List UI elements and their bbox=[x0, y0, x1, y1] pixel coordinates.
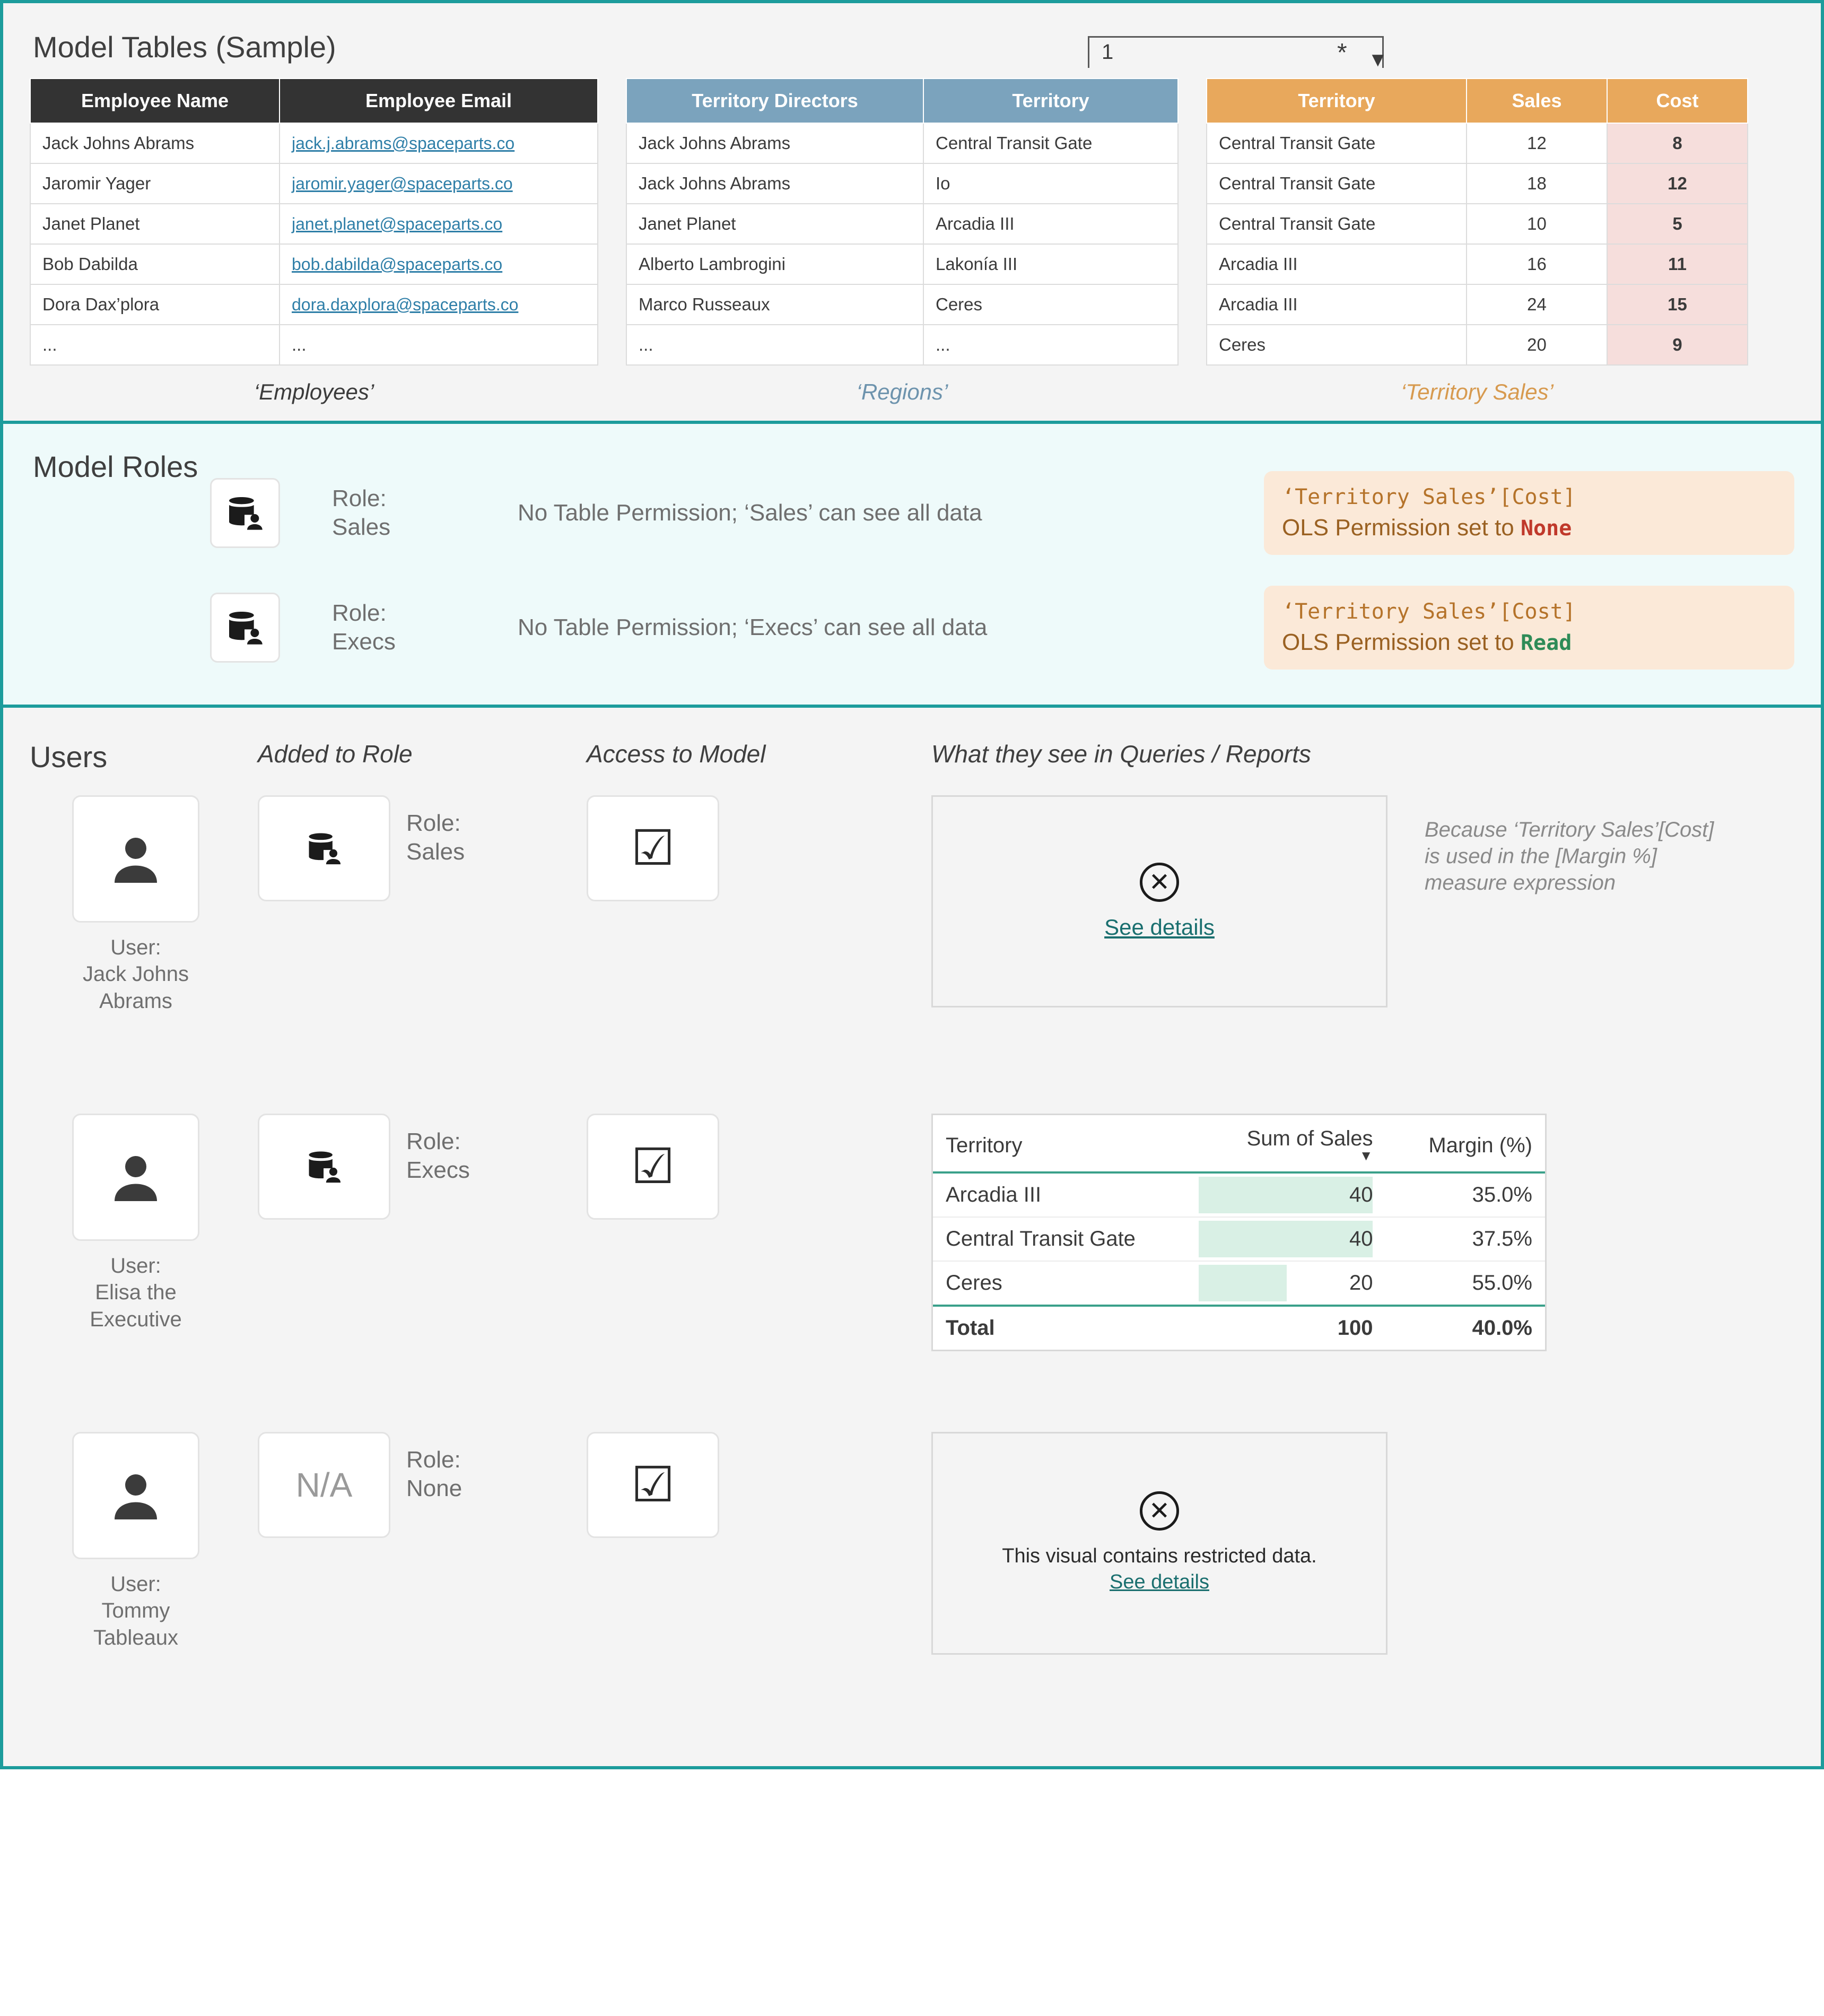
employee-email-link[interactable]: janet.planet@spaceparts.co bbox=[292, 214, 503, 233]
error-visual-card bbox=[931, 795, 1387, 1007]
report-cell-territory: Arcadia III bbox=[933, 1172, 1199, 1217]
employees-table bbox=[30, 78, 598, 366]
table-row bbox=[30, 204, 598, 244]
employees-table-wrap bbox=[30, 78, 598, 405]
table-row bbox=[626, 244, 1178, 284]
column-header-employee-email: Employee Email bbox=[280, 79, 598, 123]
ols-permission-box-sales bbox=[1264, 471, 1794, 555]
cell-territory: Central Transit Gate bbox=[923, 123, 1178, 163]
cell-cost: 5 bbox=[1607, 204, 1748, 244]
error-x-icon: ✕ bbox=[1140, 863, 1179, 902]
user-cell bbox=[30, 795, 258, 1014]
role-row-sales bbox=[30, 463, 1794, 563]
table-row bbox=[1207, 244, 1748, 284]
table-header-row bbox=[626, 79, 1178, 123]
table-row bbox=[30, 163, 598, 204]
model-roles-title: Model Roles bbox=[33, 450, 198, 483]
report-cell-sales bbox=[1199, 1261, 1386, 1306]
what-they-see-cell bbox=[931, 1432, 1794, 1655]
access-checkbox[interactable] bbox=[587, 795, 719, 901]
cell-sales: 24 bbox=[1467, 284, 1607, 325]
report-table bbox=[933, 1115, 1545, 1350]
sales-value: 40 bbox=[1349, 1227, 1373, 1250]
cell-territory: ... bbox=[923, 325, 1178, 365]
no-role-box bbox=[258, 1432, 390, 1538]
cell-director: Marco Russeaux bbox=[626, 284, 923, 325]
table-row bbox=[30, 123, 598, 163]
table-row bbox=[30, 244, 598, 284]
sales-value: 40 bbox=[1349, 1183, 1373, 1206]
added-to-role-column-title: Added to Role bbox=[258, 740, 413, 768]
cell-cost: 8 bbox=[1607, 123, 1748, 163]
cell-employee-name: Jack Johns Abrams bbox=[30, 123, 280, 163]
error-x-icon: ✕ bbox=[1140, 1491, 1179, 1531]
table-row bbox=[1207, 325, 1748, 365]
users-section bbox=[3, 708, 1821, 1766]
user-row-tommy-tableaux bbox=[30, 1432, 1794, 1729]
cell-territory: Central Transit Gate bbox=[1207, 163, 1467, 204]
cell-director: Janet Planet bbox=[626, 204, 923, 244]
table-row bbox=[1207, 123, 1748, 163]
report-cell-territory: Central Transit Gate bbox=[933, 1217, 1199, 1261]
cell-territory: Central Transit Gate bbox=[1207, 123, 1467, 163]
access-to-model-cell bbox=[587, 1114, 931, 1220]
cell-employee-email: ... bbox=[280, 325, 598, 365]
role-label-line1: Role: bbox=[406, 1447, 461, 1473]
role-description-sales: No Table Permission; ‘Sales’ can see all data bbox=[518, 500, 982, 526]
user-row-elisa-the-executive bbox=[30, 1114, 1794, 1411]
restricted-message bbox=[995, 1543, 1324, 1596]
table-header-row bbox=[1207, 79, 1748, 123]
role-icon bbox=[210, 593, 280, 663]
model-tables-section bbox=[3, 3, 1821, 424]
role-label-line1: Role: bbox=[332, 485, 387, 512]
role-label bbox=[406, 809, 465, 866]
role-label-line2: Sales bbox=[406, 838, 465, 865]
cell-territory: Arcadia III bbox=[1207, 244, 1467, 284]
avatar bbox=[72, 1432, 199, 1559]
user-cell bbox=[30, 1114, 258, 1333]
role-name-execs bbox=[332, 599, 518, 656]
model-roles-section bbox=[3, 424, 1821, 708]
role-icon bbox=[258, 1114, 390, 1220]
relationship-arrow-icon: ▼ bbox=[1368, 49, 1388, 71]
report-cell-territory: Ceres bbox=[933, 1261, 1199, 1306]
sales-bar bbox=[1199, 1177, 1373, 1213]
report-column-header-margin[interactable]: Margin (%) bbox=[1385, 1115, 1545, 1172]
cell-employee-name: Bob Dabilda bbox=[30, 244, 280, 284]
report-row bbox=[933, 1217, 1545, 1261]
sales-bar bbox=[1199, 1221, 1373, 1257]
cell-employee-name: Jaromir Yager bbox=[30, 163, 280, 204]
report-total-label: Total bbox=[933, 1306, 1199, 1350]
employee-email-link[interactable]: dora.daxplora@spaceparts.co bbox=[292, 295, 519, 314]
role-label bbox=[406, 1127, 470, 1184]
model-tables-title: Model Tables (Sample) bbox=[33, 30, 336, 64]
sales-value: 20 bbox=[1349, 1271, 1373, 1294]
added-to-role-cell bbox=[258, 1432, 587, 1538]
user-caption-line3: Executive bbox=[90, 1307, 182, 1331]
role-label-line2: Execs bbox=[332, 629, 396, 655]
user-caption-line1: User: bbox=[110, 1572, 161, 1596]
users-header-row bbox=[30, 740, 1794, 774]
table-row bbox=[626, 204, 1178, 244]
report-total-sales: 100 bbox=[1199, 1306, 1386, 1350]
users-column-title: Users bbox=[30, 740, 108, 774]
report-cell-sales bbox=[1199, 1217, 1386, 1261]
user-row-jack-johns-abrams bbox=[30, 795, 1794, 1092]
report-column-header-sum-of-sales[interactable] bbox=[1199, 1115, 1386, 1172]
cell-director: ... bbox=[626, 325, 923, 365]
ols-permission-value: Read bbox=[1520, 631, 1572, 655]
cell-territory: Ceres bbox=[1207, 325, 1467, 365]
cell-cost: 12 bbox=[1607, 163, 1748, 204]
what-they-see-cell bbox=[931, 795, 1794, 1007]
table-row bbox=[626, 325, 1178, 365]
cell-sales: 20 bbox=[1467, 325, 1607, 365]
report-cell-margin: 37.5% bbox=[1385, 1217, 1545, 1261]
report-header-label: Sum of Sales bbox=[1246, 1127, 1373, 1150]
checkbox-checked-icon: ☑ bbox=[631, 821, 675, 875]
report-visual bbox=[931, 1114, 1547, 1351]
access-to-model-cell bbox=[587, 795, 931, 901]
user-caption-line2: Jack Johns bbox=[82, 962, 189, 986]
access-checkbox[interactable] bbox=[587, 1114, 719, 1220]
cell-territory: Arcadia III bbox=[1207, 284, 1467, 325]
restricted-text: This visual contains restricted data. bbox=[1002, 1544, 1317, 1567]
cell-territory: Lakonía III bbox=[923, 244, 1178, 284]
employees-table-caption: ‘Employees’ bbox=[254, 379, 374, 404]
relationship-connector bbox=[1088, 17, 1388, 71]
cell-employee-email bbox=[280, 244, 598, 284]
role-icon bbox=[258, 795, 390, 901]
column-header-territory-directors: Territory Directors bbox=[626, 79, 923, 123]
report-row bbox=[933, 1261, 1545, 1306]
cell-territory: Arcadia III bbox=[923, 204, 1178, 244]
column-header-employee-name: Employee Name bbox=[30, 79, 280, 123]
table-row bbox=[1207, 284, 1748, 325]
ols-column-reference: ‘Territory Sales’[Cost] bbox=[1282, 485, 1576, 509]
what-they-see-column-title: What they see in Queries / Reports bbox=[931, 740, 1311, 768]
ols-permission-value: None bbox=[1520, 516, 1572, 541]
report-total-row bbox=[933, 1306, 1545, 1350]
cardinality-many: * bbox=[1337, 39, 1347, 67]
ols-permission-label: OLS Permission set to bbox=[1282, 515, 1514, 541]
user-caption-line1: User: bbox=[110, 1254, 161, 1278]
cell-sales: 18 bbox=[1467, 163, 1607, 204]
table-header-row bbox=[30, 79, 598, 123]
cell-employee-email bbox=[280, 204, 598, 244]
sort-descending-icon: ▼ bbox=[1359, 1148, 1373, 1163]
avatar bbox=[72, 1114, 199, 1241]
column-header-territory: Territory bbox=[1207, 79, 1467, 123]
cell-territory: Io bbox=[923, 163, 1178, 204]
cell-territory: Ceres bbox=[923, 284, 1178, 325]
report-total-margin: 40.0% bbox=[1385, 1306, 1545, 1350]
cell-cost: 9 bbox=[1607, 325, 1748, 365]
added-to-role-cell bbox=[258, 795, 587, 901]
cell-employee-email bbox=[280, 284, 598, 325]
cell-employee-name: ... bbox=[30, 325, 280, 365]
role-name-sales bbox=[332, 484, 518, 541]
avatar bbox=[72, 795, 199, 923]
user-caption-line3: Tableaux bbox=[93, 1626, 179, 1649]
cell-director: Jack Johns Abrams bbox=[626, 163, 923, 204]
territory-sales-table-wrap bbox=[1206, 78, 1748, 405]
cell-employee-name: Janet Planet bbox=[30, 204, 280, 244]
user-caption-line1: User: bbox=[110, 936, 161, 959]
report-cell-margin: 35.0% bbox=[1385, 1172, 1545, 1217]
role-label-line2: None bbox=[406, 1475, 462, 1501]
cell-sales: 10 bbox=[1467, 204, 1607, 244]
ols-permission-box-execs bbox=[1264, 586, 1794, 670]
employee-email-link[interactable]: bob.dabilda@spaceparts.co bbox=[292, 255, 503, 274]
user-caption-line2: Tommy bbox=[101, 1599, 170, 1623]
user-caption bbox=[72, 1571, 199, 1651]
column-header-sales: Sales bbox=[1467, 79, 1607, 123]
sales-bar bbox=[1199, 1265, 1287, 1301]
column-header-cost: Cost bbox=[1607, 79, 1748, 123]
cell-sales: 16 bbox=[1467, 244, 1607, 284]
table-row bbox=[30, 325, 598, 365]
role-icon bbox=[210, 478, 280, 548]
role-label-line1: Role: bbox=[406, 1128, 461, 1154]
table-row bbox=[30, 284, 598, 325]
role-description-execs: No Table Permission; ‘Execs’ can see all data bbox=[518, 614, 988, 641]
employee-email-link[interactable]: jack.j.abrams@spaceparts.co bbox=[292, 134, 515, 153]
role-label-line1: Role: bbox=[406, 810, 461, 836]
report-header-row bbox=[933, 1115, 1545, 1172]
user-caption-line2: Elisa the bbox=[95, 1281, 177, 1305]
cell-sales: 12 bbox=[1467, 123, 1607, 163]
cell-territory: Central Transit Gate bbox=[1207, 204, 1467, 244]
explanatory-note: Because ‘Territory Sales’[Cost] is used in the [Margin %] measure expression bbox=[1425, 818, 1714, 894]
role-label-line1: Role: bbox=[332, 600, 387, 627]
access-checkbox[interactable] bbox=[587, 1432, 719, 1538]
role-label-line2: Execs bbox=[406, 1157, 470, 1183]
report-column-header-territory[interactable]: Territory bbox=[933, 1115, 1199, 1172]
added-to-role-cell bbox=[258, 1114, 587, 1220]
ols-column-reference: ‘Territory Sales’[Cost] bbox=[1282, 599, 1576, 624]
territory-sales-table bbox=[1206, 78, 1748, 366]
see-details-link[interactable]: See details bbox=[1104, 915, 1215, 940]
regions-table-wrap bbox=[626, 78, 1179, 405]
access-to-model-column-title: Access to Model bbox=[587, 740, 766, 768]
cell-cost: 15 bbox=[1607, 284, 1748, 325]
cell-employee-email bbox=[280, 123, 598, 163]
employee-email-link[interactable]: jaromir.yager@spaceparts.co bbox=[292, 174, 513, 193]
user-cell bbox=[30, 1432, 258, 1651]
cell-director: Alberto Lambrogini bbox=[626, 244, 923, 284]
na-label: N/A bbox=[295, 1466, 353, 1504]
report-row bbox=[933, 1172, 1545, 1217]
table-row bbox=[626, 163, 1178, 204]
table-row bbox=[626, 123, 1178, 163]
role-label bbox=[406, 1446, 462, 1502]
user-caption bbox=[72, 934, 199, 1014]
what-they-see-cell bbox=[931, 1114, 1794, 1351]
cell-employee-name: Dora Dax’plora bbox=[30, 284, 280, 325]
cell-cost: 11 bbox=[1607, 244, 1748, 284]
cardinality-one: 1 bbox=[1102, 40, 1114, 64]
ols-permission-text bbox=[1282, 515, 1776, 541]
table-row bbox=[626, 284, 1178, 325]
role-label-line2: Sales bbox=[332, 514, 391, 540]
column-header-territory: Territory bbox=[923, 79, 1178, 123]
report-cell-sales bbox=[1199, 1172, 1386, 1217]
report-cell-margin: 55.0% bbox=[1385, 1261, 1545, 1306]
user-caption-line3: Abrams bbox=[99, 989, 172, 1013]
role-row-execs bbox=[30, 577, 1794, 678]
ols-permission-text bbox=[1282, 629, 1776, 656]
regions-table-caption: ‘Regions’ bbox=[856, 379, 948, 404]
tables-row bbox=[30, 78, 1794, 405]
table-row bbox=[1207, 204, 1748, 244]
territory-sales-table-caption: ‘Territory Sales’ bbox=[1401, 379, 1554, 404]
cell-director: Jack Johns Abrams bbox=[626, 123, 923, 163]
restricted-visual-card bbox=[931, 1432, 1387, 1655]
see-details-link[interactable]: See details bbox=[1109, 1571, 1209, 1593]
table-row bbox=[1207, 163, 1748, 204]
checkbox-checked-icon: ☑ bbox=[631, 1458, 675, 1512]
cell-employee-email bbox=[280, 163, 598, 204]
ols-permission-label: OLS Permission set to bbox=[1282, 629, 1514, 655]
checkbox-checked-icon: ☑ bbox=[631, 1140, 675, 1194]
regions-table bbox=[626, 78, 1179, 366]
access-to-model-cell bbox=[587, 1432, 931, 1538]
user-caption bbox=[72, 1253, 199, 1333]
